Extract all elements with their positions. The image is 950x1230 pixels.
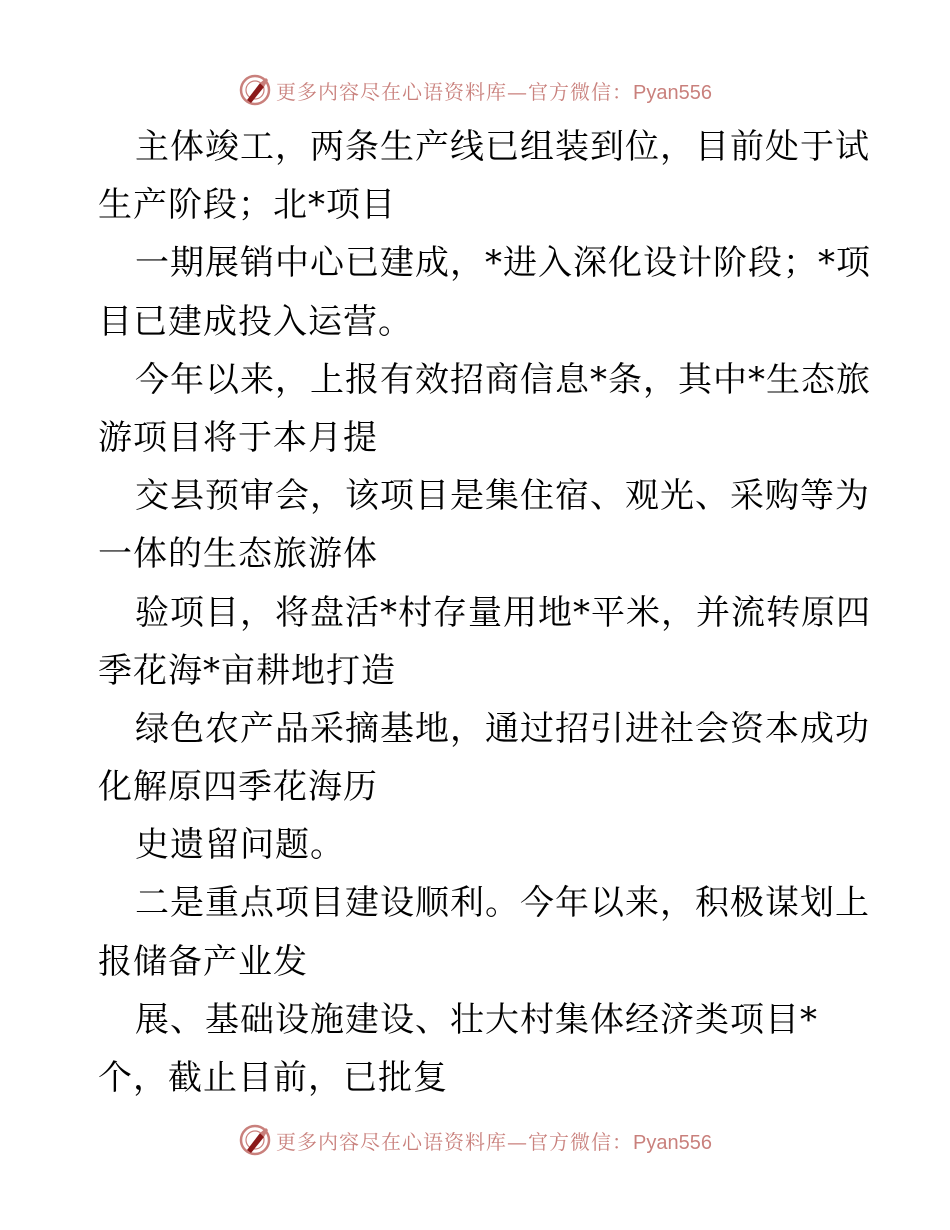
header-watermark-banner <box>0 70 950 110</box>
text-line: 交县预审会，该项目是集住宿、观光、采购等为 <box>135 476 870 517</box>
text-line: 游项目将于本月提 <box>98 417 378 458</box>
pen-nib-logo-icon <box>238 1123 272 1157</box>
text-line: 化解原四季花海历 <box>98 767 378 808</box>
header-banner-label: 更多内容尽在心语资料库—官方微信： <box>276 79 634 104</box>
text-line: 一体的生态旅游体 <box>98 534 378 575</box>
text-line: 展、基础设施建设、壮大村集体经济类项目* <box>135 999 818 1040</box>
text-line: 二是重点项目建设顺利。今年以来，积极谋划上 <box>135 883 870 924</box>
text-line: 季花海*亩耕地打造 <box>98 650 396 691</box>
text-line: 生产阶段；北*项目 <box>98 185 396 226</box>
header-banner-text <box>276 76 712 105</box>
footer-banner-text <box>276 1126 712 1155</box>
text-line: 史遗留问题。 <box>135 825 345 866</box>
footer-banner-id: Pyan556 <box>633 1131 712 1154</box>
text-line: 一期展销中心已建成，*进入深化设计阶段；*项 <box>135 243 871 284</box>
text-line: 个，截止目前，已批复 <box>98 1058 448 1098</box>
footer-banner-label: 更多内容尽在心语资料库—官方微信： <box>276 1129 634 1154</box>
text-line: 主体竣工，两条生产线已组装到位，目前处于试 <box>135 127 870 167</box>
text-line: 目已建成投入运营。 <box>98 301 413 342</box>
text-line: 报储备产业发 <box>98 941 308 982</box>
text-line: 绿色农产品采摘基地，通过招引进社会资本成功 <box>135 708 870 749</box>
pen-nib-logo-icon <box>238 73 272 107</box>
header-banner-id: Pyan556 <box>633 81 712 104</box>
footer-watermark-banner <box>0 1120 950 1160</box>
body-text <box>98 118 871 1107</box>
text-line: 验项目，将盘活*村存量用地*平米，并流转原四 <box>135 592 871 633</box>
text-line: 今年以来，上报有效招商信息*条，其中*生态旅 <box>135 359 871 400</box>
